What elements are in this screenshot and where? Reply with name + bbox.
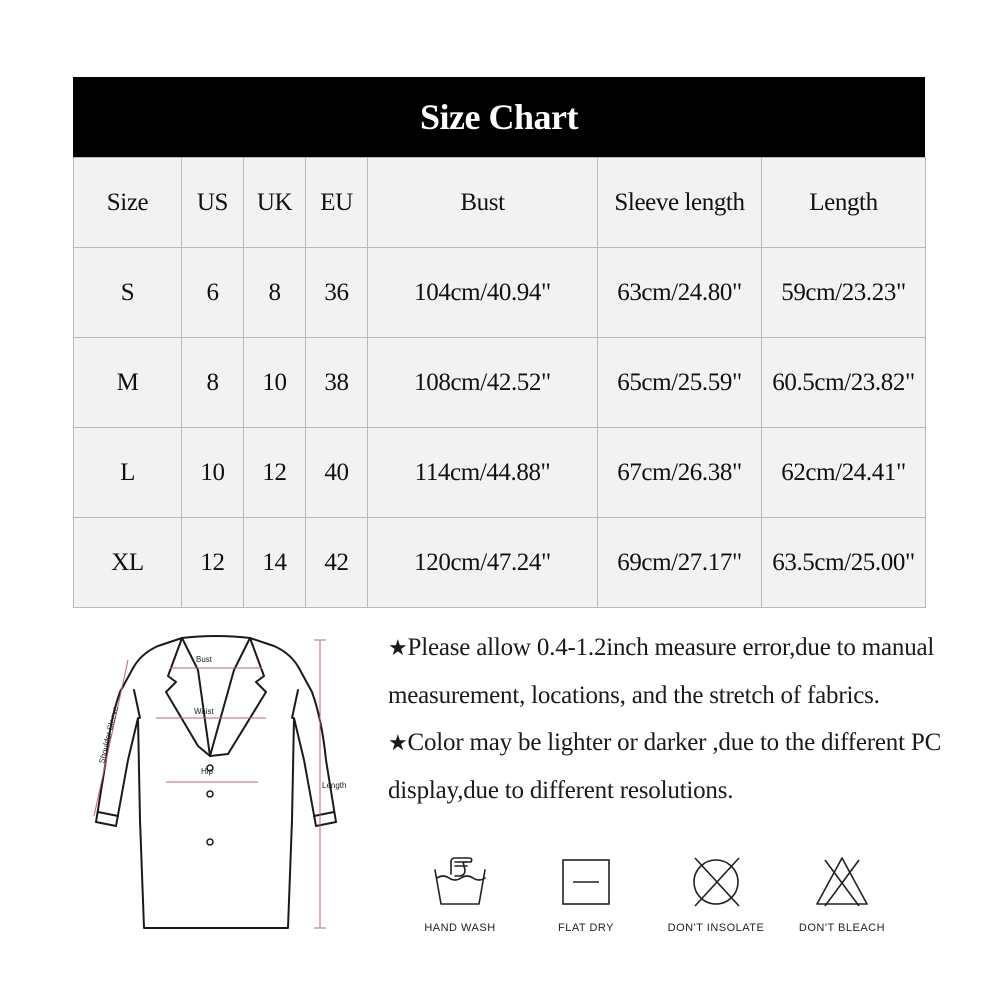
hip-label: Hip [201,767,214,776]
star-icon: ★ [388,731,408,756]
size-table [73,157,926,608]
header-length: Length [762,158,926,248]
table-cell: 14 [244,518,306,608]
table-cell: 62cm/24.41" [762,428,926,518]
size-chart [73,77,925,608]
dont-bleach-icon [811,852,873,908]
table-cell: 36 [306,248,368,338]
table-cell: 12 [182,518,244,608]
shoulder-sleeve-label: Shoulder Sleeve [97,705,121,765]
table-cell: 40 [306,428,368,518]
table-cell: 10 [244,338,306,428]
table-row [74,338,926,428]
header-size: Size [74,158,182,248]
dont-insolate-icon [685,852,747,908]
table-cell: L [74,428,182,518]
table-cell: 59cm/23.23" [762,248,926,338]
length-label: Length [322,781,347,790]
care-label: DON'T BLEACH [798,922,886,934]
table-cell: 10 [182,428,244,518]
header-bust: Bust [368,158,598,248]
care-item-hand-wash [400,852,520,934]
star-icon: ★ [388,636,408,661]
table-cell: 114cm/44.88" [368,428,598,518]
table-cell: 69cm/27.17" [598,518,762,608]
table-cell: 108cm/42.52" [368,338,598,428]
table-cell: 67cm/26.38" [598,428,762,518]
header-sleeve-length: Sleeve length [598,158,762,248]
note-measure-error-text: Please allow 0.4-1.2inch measure error,due to manual measurement, locations, and the stretch of fabrics. [388,634,935,709]
table-row [74,518,926,608]
note-measure-error [388,624,948,719]
coat-illustration [70,630,370,940]
note-color-text: Color may be lighter or darker ,due to the different PC display,due to different resolutions. [388,729,942,804]
flat-dry-icon [555,852,617,908]
table-row [74,248,926,338]
table-cell: 65cm/25.59" [598,338,762,428]
care-instructions [410,852,900,952]
hand-wash-icon [429,852,491,908]
table-cell: 60.5cm/23.82" [762,338,926,428]
table-cell: 42 [306,518,368,608]
table-cell: 12 [244,428,306,518]
note-color [388,719,948,814]
table-cell: M [74,338,182,428]
table-cell: 63.5cm/25.00" [762,518,926,608]
table-cell: 6 [182,248,244,338]
table-row [74,428,926,518]
table-cell: S [74,248,182,338]
table-cell: 8 [244,248,306,338]
table-cell: 104cm/40.94" [368,248,598,338]
table-cell: 8 [182,338,244,428]
care-item-flat-dry [526,852,646,934]
chart-title: Size Chart [73,77,925,157]
table-cell: 63cm/24.80" [598,248,762,338]
header-row [74,158,926,248]
care-item-dont-bleach [782,852,902,934]
header-us: US [182,158,244,248]
notes [388,624,948,814]
table-cell: 38 [306,338,368,428]
care-label: FLAT DRY [558,922,614,934]
care-label: DON'T INSOLATE [667,922,765,934]
header-uk: UK [244,158,306,248]
header-eu: EU [306,158,368,248]
care-item-dont-insolate [656,852,776,934]
bust-label: Bust [196,655,213,664]
table-cell: XL [74,518,182,608]
care-label: HAND WASH [424,922,496,934]
coat-diagram [70,630,370,940]
waist-label: Waist [194,707,214,716]
table-cell: 120cm/47.24" [368,518,598,608]
